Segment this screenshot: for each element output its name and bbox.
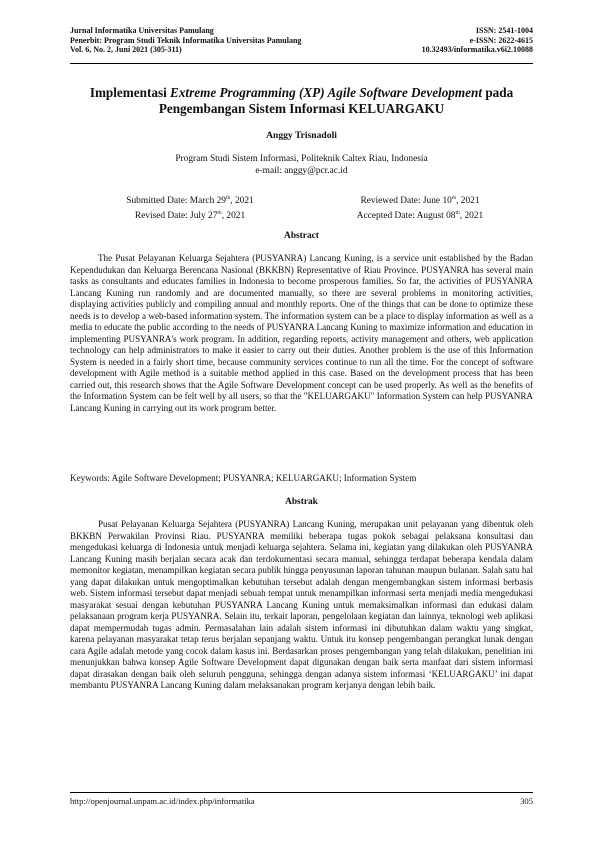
revised-date: Revised Date: July 27th, 2021 [134,209,246,221]
abstrak-heading: Abstrak [285,497,318,507]
title-prefix: Implementasi [89,85,171,100]
title-italic: Extreme Programming (XP) Agile Software Development [170,85,483,100]
publisher: Penerbit: Program Studi Teknik Informatika Universitas Pamulang [70,35,302,45]
journal-name: Jurnal Informatika Universitas Pamulang [70,26,214,35]
page-footer [70,796,533,806]
page-number: 305 [520,796,533,806]
title-line2: Pengembangan Sistem Informasi KELUARGAKU [158,101,445,116]
header-divider [70,63,533,64]
abstract-heading: Abstract [284,231,319,241]
journal-url[interactable]: http://openjournal.unpam.ac.id/index.php/informatika [70,796,255,806]
keywords: Keywords: Agile Software Development; PUSYANRA; KELUARGAKU; Information System [70,473,417,483]
volume-info: Vol. 6, No. 2, Juni 2021 (305-311) [70,45,182,54]
issn: ISSN: 2541-1004 [475,26,533,35]
abstract-text: The Pusat Pelayanan Keluarga Sejahtera (PUSYANRA) Lancang Kuning, is a service unit established by the Badan Kependudukan dan Keluarga Berencana Nasional (BKKBN) Representative of Riau Province. PUSYANRA has several main tasks as consultants and educates families in Indonesia to become prosperous families. So far, the activities of PUSYANRA Lancang Kuning run randomly and are documented manually, so there are several problems in monitoring activities, displaying activities publicly and compiling annual and monthly reports. One of the things that can be done to optimize these needs is to develop a web-based information system. The information system can be a place to display information as well as a media to educate the public according to the needs of PUSYANRA Lancang Kuning to maximize information and education in implementing PUSYANRA's work program. In addition, regarding reports, activity management and others, web application technology can help administrators to make it easier to carry out their duties. Another problem is the use of this Information System is needed in a fairly short time, because community services continue to run all the time. For the concept of software development with Agile method is a suitable method applied in this case. Based on the development process that has been carried out, this research shows that the Agile Software Development concept can be used properly. As well as the benefits of the Information System can be felt well by all users, so that the "KELUARGAKU" Information System can help PUSYANRA Lancang Kuning in carrying out its work program better. [70,253,533,413]
journal-header [70,26,533,55]
accepted-date: Accepted Date: August 08th, 2021 [356,209,484,221]
submitted-date: Submitted Date: March 29th, 2021 [126,195,254,207]
doi: 10.32493/informatika.v6i2.10088 [421,45,533,54]
eissn: e-ISSN: 2622-4615 [469,35,533,45]
affiliation-block [70,154,533,177]
dates-left [95,193,285,222]
paper-title [70,85,533,117]
affiliation: Program Studi Sistem Informasi, Politeknik Caltex Riau, Indonesia [175,154,428,164]
dates-right [325,193,515,222]
author: Anggy Trisnadoli [266,130,337,141]
email: e-mail: anggy@pcr.ac.id [255,165,348,176]
title-suffix: pada [482,85,514,100]
abstrak-text: Pusat Pelayanan Keluarga Sejahtera (PUSYANRA) Lancang Kuning, merupakan unit pelayanan yang dibentuk oleh BKKBN Perwakilan Provinsi Riau. PUSYANRA memiliki beberapa tugas pokok sebagai pelaksana konsultasi dan mengedukasi keluarga di Indonesia untuk menjadi keluarga sejahtera. Selama ini, kegiatan yang dilakukan oleh PUSYANRA Lancang Kuning masih berjalan secara acak dan terdokumentasi secara manual, sehingga terdapat beberapa kendala dalam memonitor kegiatan, menampilkan kegiatan secara publik hingga penyusunan laporan tahunan maupun bulanan. Salah satu hal yang dapat dilakukan untuk mengoptimalkan kebutuhan tersebut adalah dengan mengembangkan sistem informasi berbasis web. Sistem informasi tersebut dapat menjadi sebuah tempat untuk menampilkan informasi serta menjadi media mengedukasi masyarakat sesuai dengan kebutuhan PUSYANRA Lancang Kuning untuk memaksimalkan informasi dan edukasi dalam pelaksanaan program kerja PUSYANRA. Selain itu, terkait laporan, pengelolaan kegiatan dan lainnya, teknologi web aplikasi dapat mempermudah tugas admin. Permasalahan lain adalah sistem informasi ini dibutuhkan dalam waktu yang singkat, karena pelayanan masyarakat tetap terus berjalan sepanjang waktu. Untuk itu konsep pengembangan perangkat lunak dengan cara Agile adalah metode yang cocok dalam kasus ini. Berdasarkan proses pengembangan yang telah dilakukan, penelitian ini menunjukkan bahwa konsep Agile Software Development dapat digunakan dengan baik serta manfaat dari sistem informasi dapat dirasakan dengan baik oleh seluruh pengguna, sehingga dengan adanya sistem informasi ‘KELUARGAKU’ ini dapat membantu PUSYANRA Lancang Kuning dalam melaksanakan program kerjanya dengan lebih baik. [70,519,533,690]
footer-divider [70,792,533,793]
reviewed-date: Reviewed Date: June 10th, 2021 [360,195,480,207]
